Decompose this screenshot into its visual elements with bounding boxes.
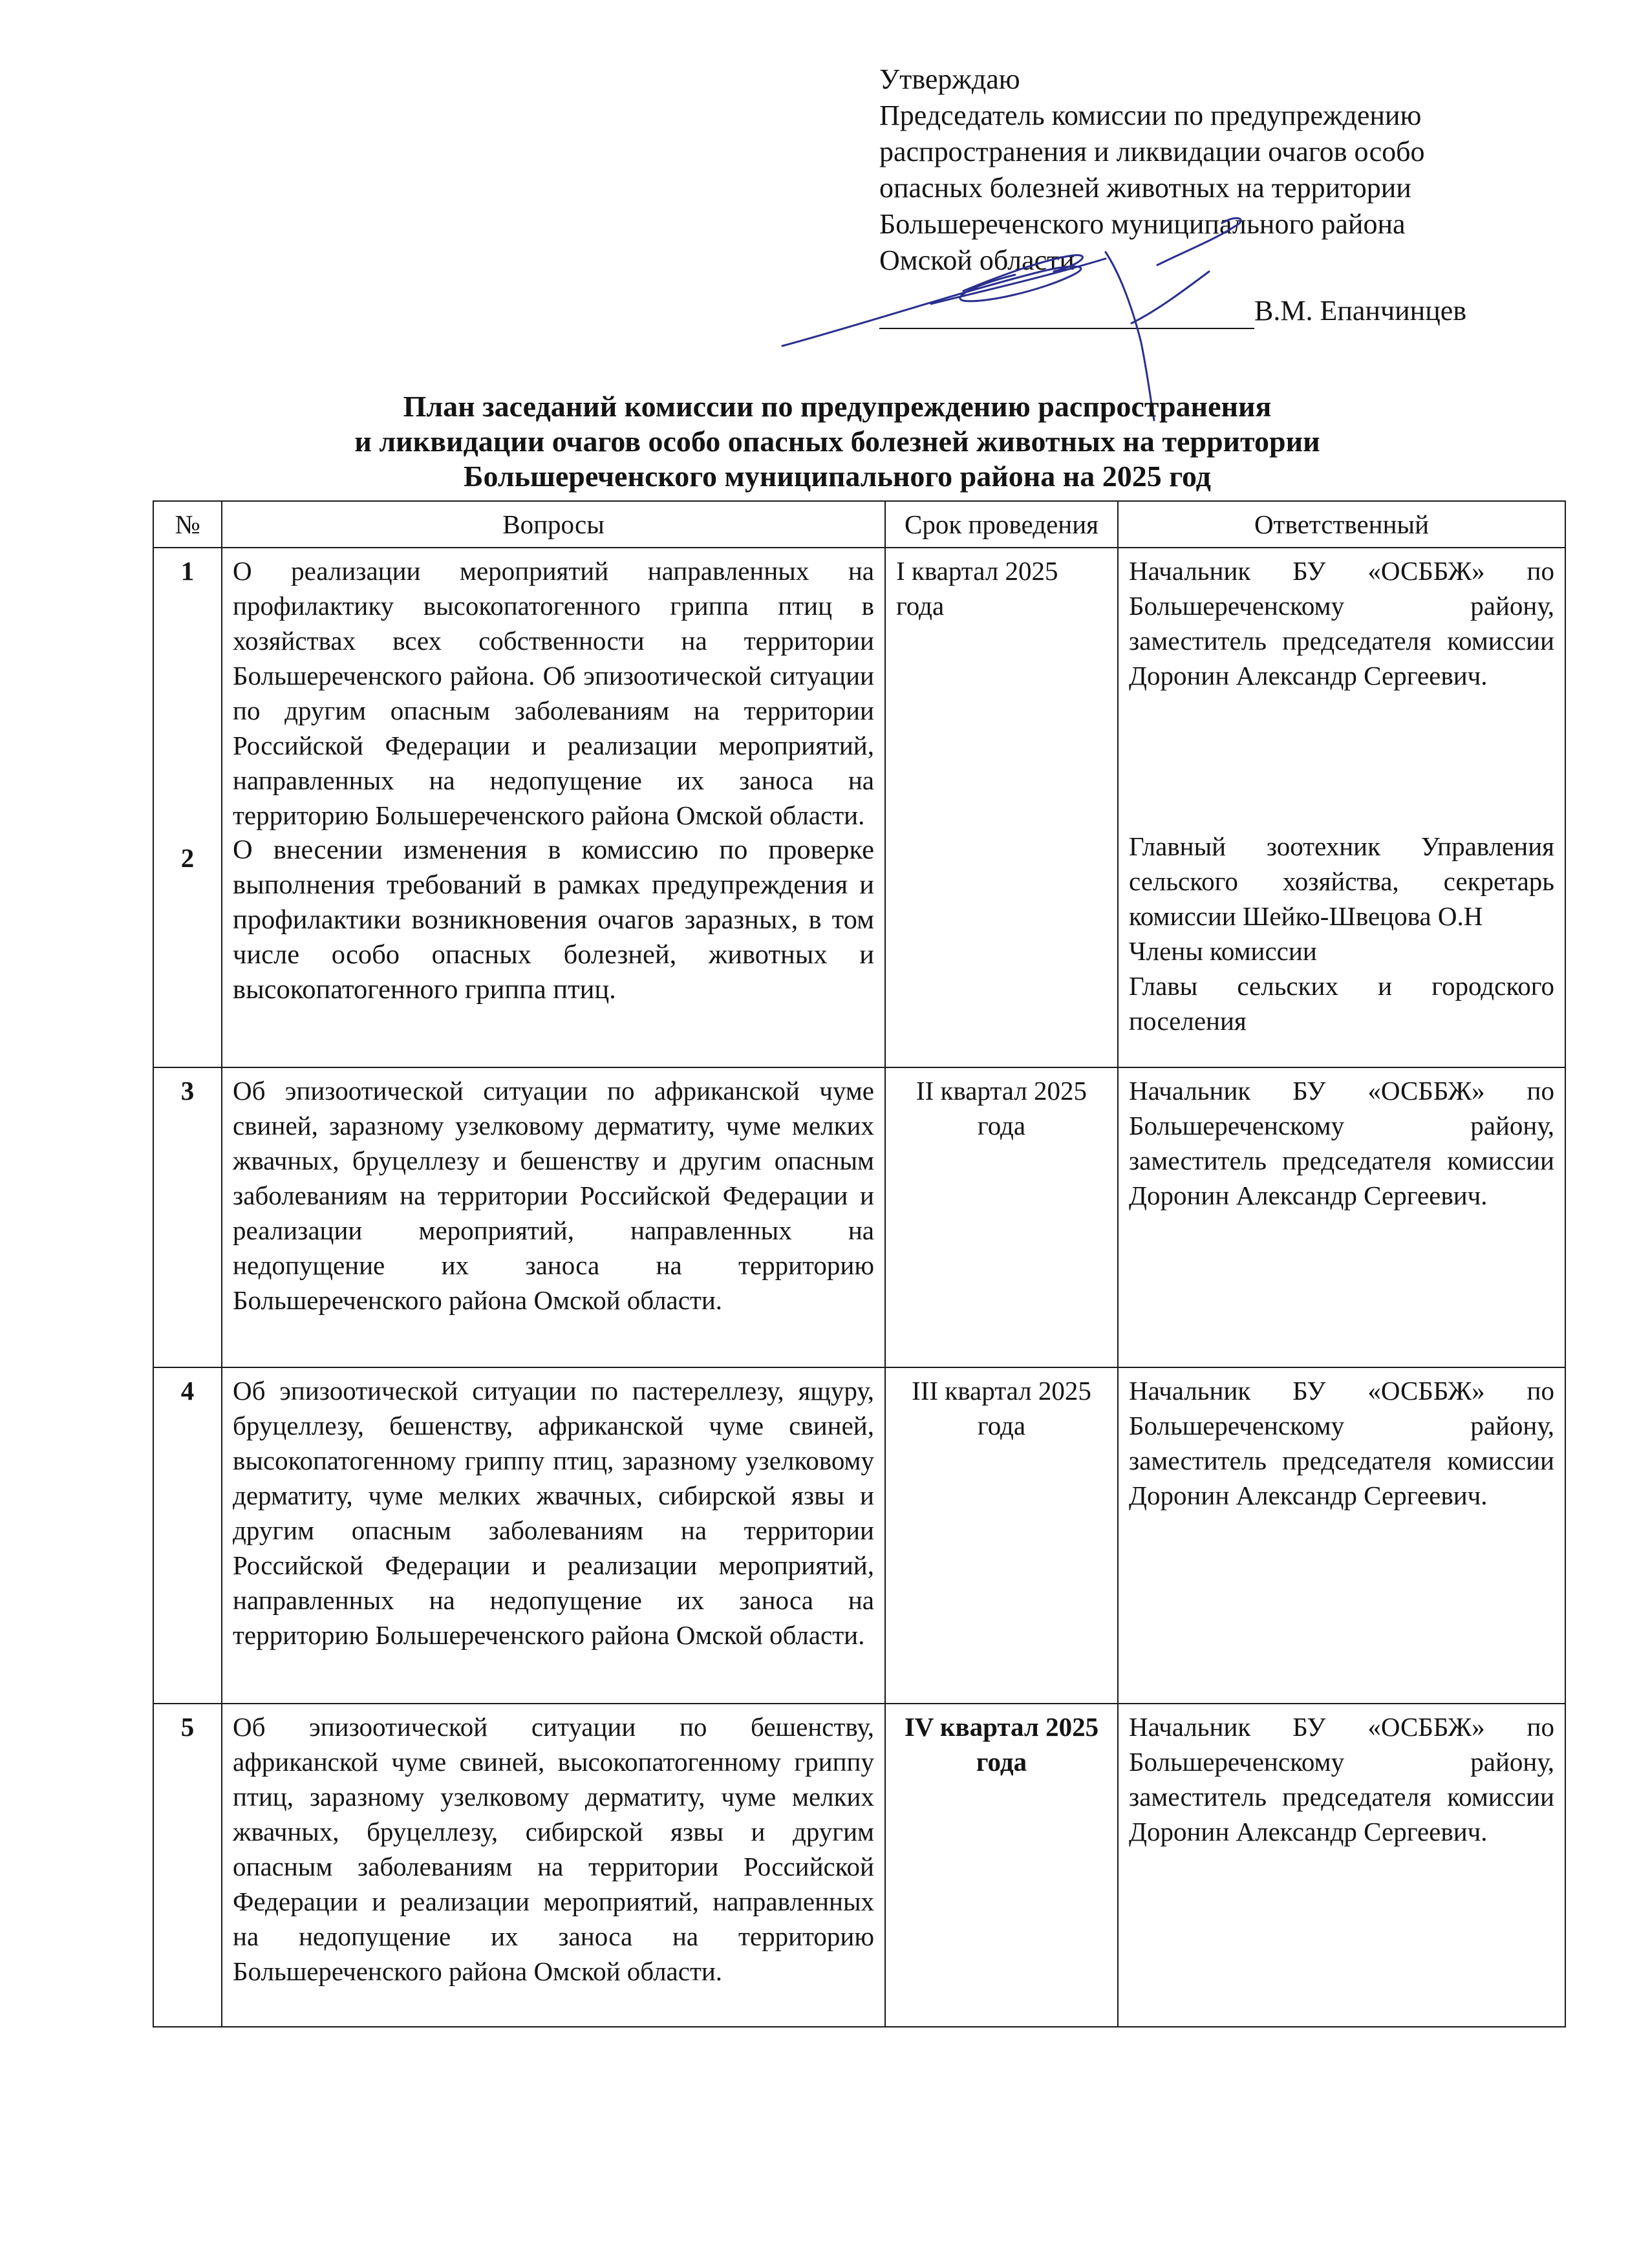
row-number: 3 — [153, 1067, 222, 1367]
header-number: № — [153, 501, 222, 548]
row-number: 1 — [180, 556, 195, 586]
table-row — [153, 548, 1565, 1067]
header-term: Срок проведения — [885, 501, 1118, 548]
question-cell — [222, 548, 885, 1067]
question-text: Об эпизоотической ситуации по пастереллезу, ящуру, бруцеллезу, бешенству, африканской чуме свиней, высокопатогенному гриппу птиц, заразному узелковому дерматиту, чуме мелких жвачных, сибирской язвы и другим опасным заболеваниям на территории Российской Федерации и реализации мероприятий, направленных на недопущение их заноса на территорию Большереченского района Омской области. — [222, 1367, 885, 1704]
row-number: 2 — [180, 843, 195, 873]
table-header-row — [153, 501, 1565, 548]
table-row — [153, 1367, 1565, 1704]
table-row — [153, 1067, 1565, 1367]
term-cell: III квартал 2025 года — [885, 1367, 1118, 1704]
approval-line: Большереченского муниципального района — [879, 208, 1406, 240]
header-responsible: Ответственный — [1118, 501, 1565, 548]
title-line: План заседаний комиссии по предупреждению распространения — [403, 390, 1272, 423]
document-title — [155, 389, 1519, 494]
title-line: и ликвидации очагов особо опасных болезней животных на территории — [354, 425, 1320, 458]
row-number: 5 — [153, 1704, 222, 2027]
responsible-text: Начальник БУ «ОСББЖ» по Большереченскому району, заместитель председателя комиссии Доронин Александр Сергеевич. — [1118, 1704, 1565, 2027]
title-line: Большереченского муниципального района на 2025 год — [464, 460, 1211, 493]
responsible-text: Начальник БУ «ОСББЖ» по Большереченскому району, заместитель председателя комиссии Доронин Александр Сергеевич. — [1118, 1367, 1565, 1704]
approval-line: опасных болезней животных на территории — [879, 172, 1411, 204]
responsible-cell — [1118, 548, 1565, 1067]
meeting-plan-table — [153, 500, 1566, 2027]
question-text: О реализации мероприятий направленных на профилактику высокопатогенного гриппа птиц в хозяйствах всех собственности на территории Большереченского района. Об эпизоотической ситуации по другим опасным заболеваниям на территории Российской Федерации и реализации мероприятий, направленных на недопущение их заноса на территорию Большереченского района Омской области. — [233, 556, 874, 830]
responsible-text: Главный зоотехник Управления сельского хозяйства, секретарь комиссии Шейко-Швецова О.Н — [1129, 831, 1554, 931]
responsible-text: Главы сельских и городского поселения — [1129, 971, 1554, 1036]
responsible-text: Начальник БУ «ОСББЖ» по Большереченскому району, заместитель председателя комиссии Доронин Александр Сергеевич. — [1129, 556, 1554, 690]
signatory-name: В.М. Епанчинцев — [1254, 295, 1467, 326]
approval-line: Омской области — [879, 244, 1075, 276]
row-number: 4 — [153, 1367, 222, 1704]
term-cell: II квартал 2025 года — [885, 1067, 1118, 1367]
table-row — [153, 1704, 1565, 2027]
approval-line: Председатель комиссии по предупреждению — [879, 100, 1422, 131]
header-questions: Вопросы — [222, 501, 885, 548]
approval-heading: Утверждаю — [879, 63, 1020, 95]
question-text: Об эпизоотической ситуации по африканской чуме свиней, заразному узелковому дерматиту, чуме мелких жвачных, бруцеллезу и бешенству и другим опасным заболеваниям на территории Российской Федерации и реализации мероприятий, направленных на недопущение их заноса на территорию Большереченского района Омской области. — [222, 1067, 885, 1367]
row-number-cell — [153, 548, 222, 1067]
approval-line: распространения и ликвидации очагов особо — [879, 136, 1425, 167]
question-text: Об эпизоотической ситуации по бешенству, африканской чуме свиней, высокопатогенному гриппу птиц, заразному узелковому дерматиту, чуме мелких жвачных, бруцеллезу, сибирской язвы и другим опасным заболеваниям на территории Российской Федерации и реализации мероприятий, направленных на недопущение их заноса на территорию Большереченского района Омской области. — [222, 1704, 885, 2027]
responsible-text: Члены комиссии — [1129, 936, 1317, 966]
term-cell: I квартал 2025 года — [885, 548, 1118, 1067]
responsible-text: Начальник БУ «ОСББЖ» по Большереченскому району, заместитель председателя комиссии Доронин Александр Сергеевич. — [1118, 1067, 1565, 1367]
term-cell: IV квартал 2025 года — [885, 1704, 1118, 2027]
question-text: О внесении изменения в комиссию по проверке выполнения требований в рамках предупреждения и профилактики возникновения очагов заразных, в том числе особо опасных болезней, животных и высокопатогенного гриппа птиц. — [233, 835, 874, 1005]
